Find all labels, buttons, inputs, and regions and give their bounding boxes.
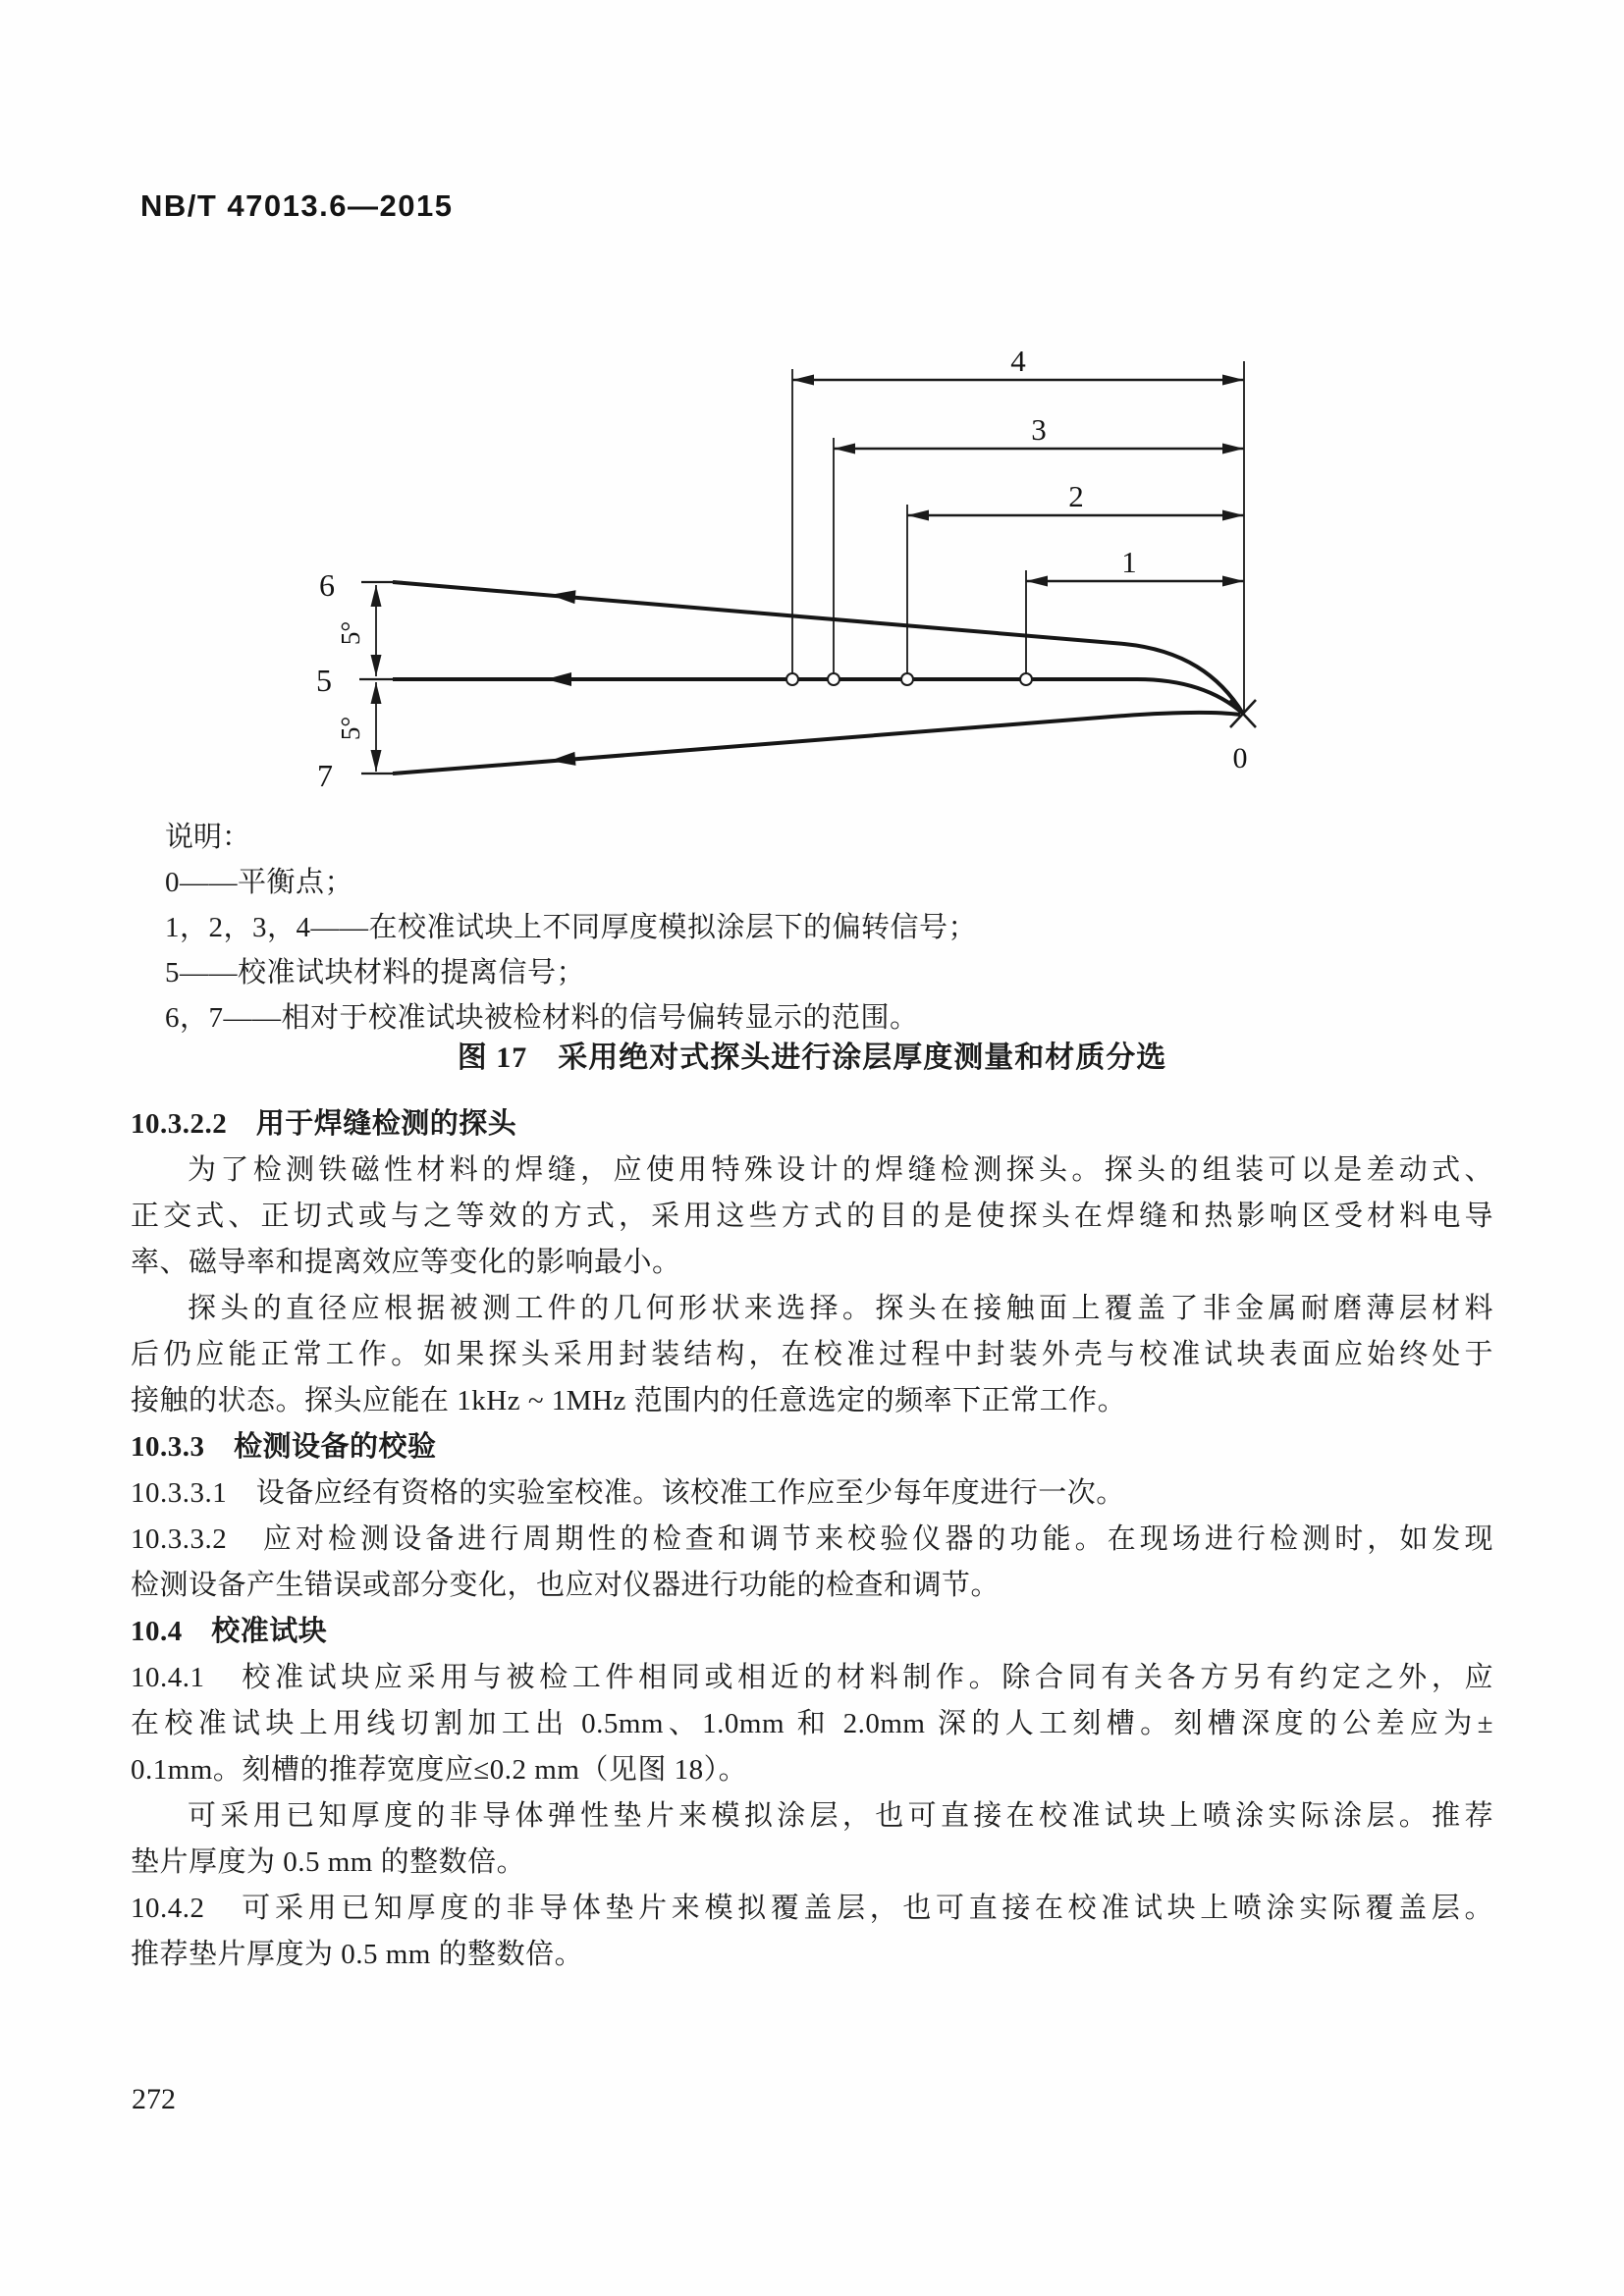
arrowhead (371, 750, 382, 772)
document-code: NB/T 47013.6—2015 (140, 188, 454, 223)
arrowhead (371, 682, 382, 704)
text-line: 率、磁导率和提离效应等变化的影响最小。 (131, 1247, 681, 1278)
signal-line-6 (393, 582, 1243, 714)
range-label-7: 7 (317, 758, 333, 793)
signal-point-1 (1020, 673, 1032, 685)
dimension-label-1: 1 (1121, 545, 1137, 579)
text-line: 10.4 校准试块 (131, 1616, 328, 1647)
arrowhead (1026, 576, 1048, 587)
text-line: 10.3.3 检测设备的校验 (131, 1431, 437, 1463)
text-line: 10.3.3.2 应对检测设备进行周期性的检查和调节来校验仪器的功能。在现场进行检测时，如发现 (131, 1523, 1493, 1555)
text-line: 10.4.2 可采用已知厚度的非导体垫片来模拟覆盖层，也可直接在校准试块上喷涂实际覆盖层。 (131, 1893, 1493, 1924)
legend-items (165, 860, 977, 1041)
extension-lines (792, 361, 1244, 713)
page-number: 272 (132, 2083, 176, 2115)
arrowhead (549, 752, 575, 768)
legend-item-dash: —— (223, 1002, 282, 1034)
legend-item-desc: 相对于校准试块被检材料的信号偏转显示的范围。 (281, 1002, 919, 1034)
text-line: 正交式、正切式或与之等效的方式，采用这些方式的目的是使探头在焊缝和热影响区受材料电导 (131, 1201, 1493, 1232)
text-line: 探头的直径应根据被测工件的几何形状来选择。探头在接触面上覆盖了非金属耐磨薄层材料 (188, 1293, 1493, 1324)
text-line: 垫片厚度为 0.5 mm 的整数倍。 (131, 1846, 526, 1878)
signal-point-2 (901, 673, 913, 685)
legend-item-dash: —— (180, 957, 238, 988)
arrowhead (1222, 510, 1244, 521)
text-line: 10.3.2.2 用于焊缝检测的探头 (131, 1108, 517, 1140)
signal-line-7 (393, 713, 1240, 774)
balance-point-label: 0 (1232, 742, 1248, 774)
angle-label-lower: 5° (336, 716, 365, 741)
signal-point-4 (786, 673, 798, 685)
arrowhead (907, 510, 929, 521)
legend-item-dash: —— (310, 912, 369, 943)
figure-17-diagram (0, 324, 1624, 829)
legend-title: 说明： (165, 822, 251, 853)
legend-item-symbol: 5 (165, 957, 180, 988)
legend-item-desc: 平衡点； (238, 867, 354, 898)
legend-item (165, 905, 977, 950)
figure-legend (165, 815, 977, 1041)
signal-lines (393, 582, 1243, 774)
text-line: 推荐垫片厚度为 0.5 mm 的整数倍。 (131, 1939, 584, 1970)
arrowhead (792, 375, 814, 386)
legend-item (165, 950, 977, 995)
figure-caption: 图 17 采用绝对式探头进行涂层厚度测量和材质分选 (457, 1041, 1167, 1074)
text-line: 为了检测铁磁性材料的焊缝，应使用特殊设计的焊缝检测探头。探头的组装可以是差动式、 (188, 1154, 1493, 1186)
legend-item-symbol: 1，2，3，4 (165, 912, 311, 943)
signal-point-3 (828, 673, 839, 685)
dimension-lines (792, 375, 1244, 587)
arrowhead (1222, 375, 1244, 386)
text-line: 后仍应能正常工作。如果探头采用封装结构，在校准过程中封装外壳与校准试块表面应始终处于 (131, 1339, 1493, 1370)
legend-item-symbol: 0 (165, 867, 180, 898)
arrowhead (1222, 576, 1244, 587)
arrowhead (546, 672, 571, 686)
text-line: 接触的状态。探头应能在 1kHz ~ 1MHz 范围内的任意选定的频率下正常工作。 (131, 1385, 1127, 1416)
legend-item (165, 860, 977, 905)
arrowhead (1222, 444, 1244, 454)
text-line: 10.4.1 校准试块应采用与被检工件相同或相近的材料制作。除合同有关各方另有约定之外，应 (131, 1662, 1493, 1693)
arrowhead (371, 585, 382, 607)
text-line: 可采用已知厚度的非导体弹性垫片来模拟涂层，也可直接在校准试块上喷涂实际涂层。推荐 (188, 1800, 1493, 1832)
text-line: 10.3.3.1 设备应经有资格的实验室校准。该校准工作应至少每年度进行一次。 (131, 1477, 1125, 1509)
legend-item-desc: 在校准试块上不同厚度模拟涂层下的偏转信号； (368, 912, 978, 943)
text-line: 0.1mm。刻槽的推荐宽度应≤0.2 mm（见图 18）。 (131, 1754, 748, 1786)
text-line: 在校准试块上用线切割加工出 0.5mm、1.0mm 和 2.0mm 深的人工刻槽。刻槽深度的公差应为± (131, 1708, 1493, 1739)
signal-line-5 (393, 679, 1243, 714)
dimension-label-3: 3 (1031, 412, 1047, 447)
legend-item-symbol: 6，7 (165, 1002, 224, 1034)
arrowhead (834, 444, 855, 454)
text-line: 检测设备产生错误或部分变化，也应对仪器进行功能的检查和调节。 (131, 1570, 1001, 1601)
dimension-label-2: 2 (1068, 479, 1084, 513)
range-label-6: 6 (319, 567, 335, 603)
arrowhead (371, 655, 382, 676)
dimension-label-4: 4 (1010, 344, 1026, 378)
body-text (131, 1101, 1493, 1978)
range-label-5: 5 (316, 663, 332, 698)
legend-item-desc: 校准试块材料的提离信号； (238, 957, 586, 988)
angle-label-upper: 5° (336, 620, 365, 646)
arrowhead (549, 588, 575, 604)
legend-item-dash: —— (180, 867, 238, 898)
